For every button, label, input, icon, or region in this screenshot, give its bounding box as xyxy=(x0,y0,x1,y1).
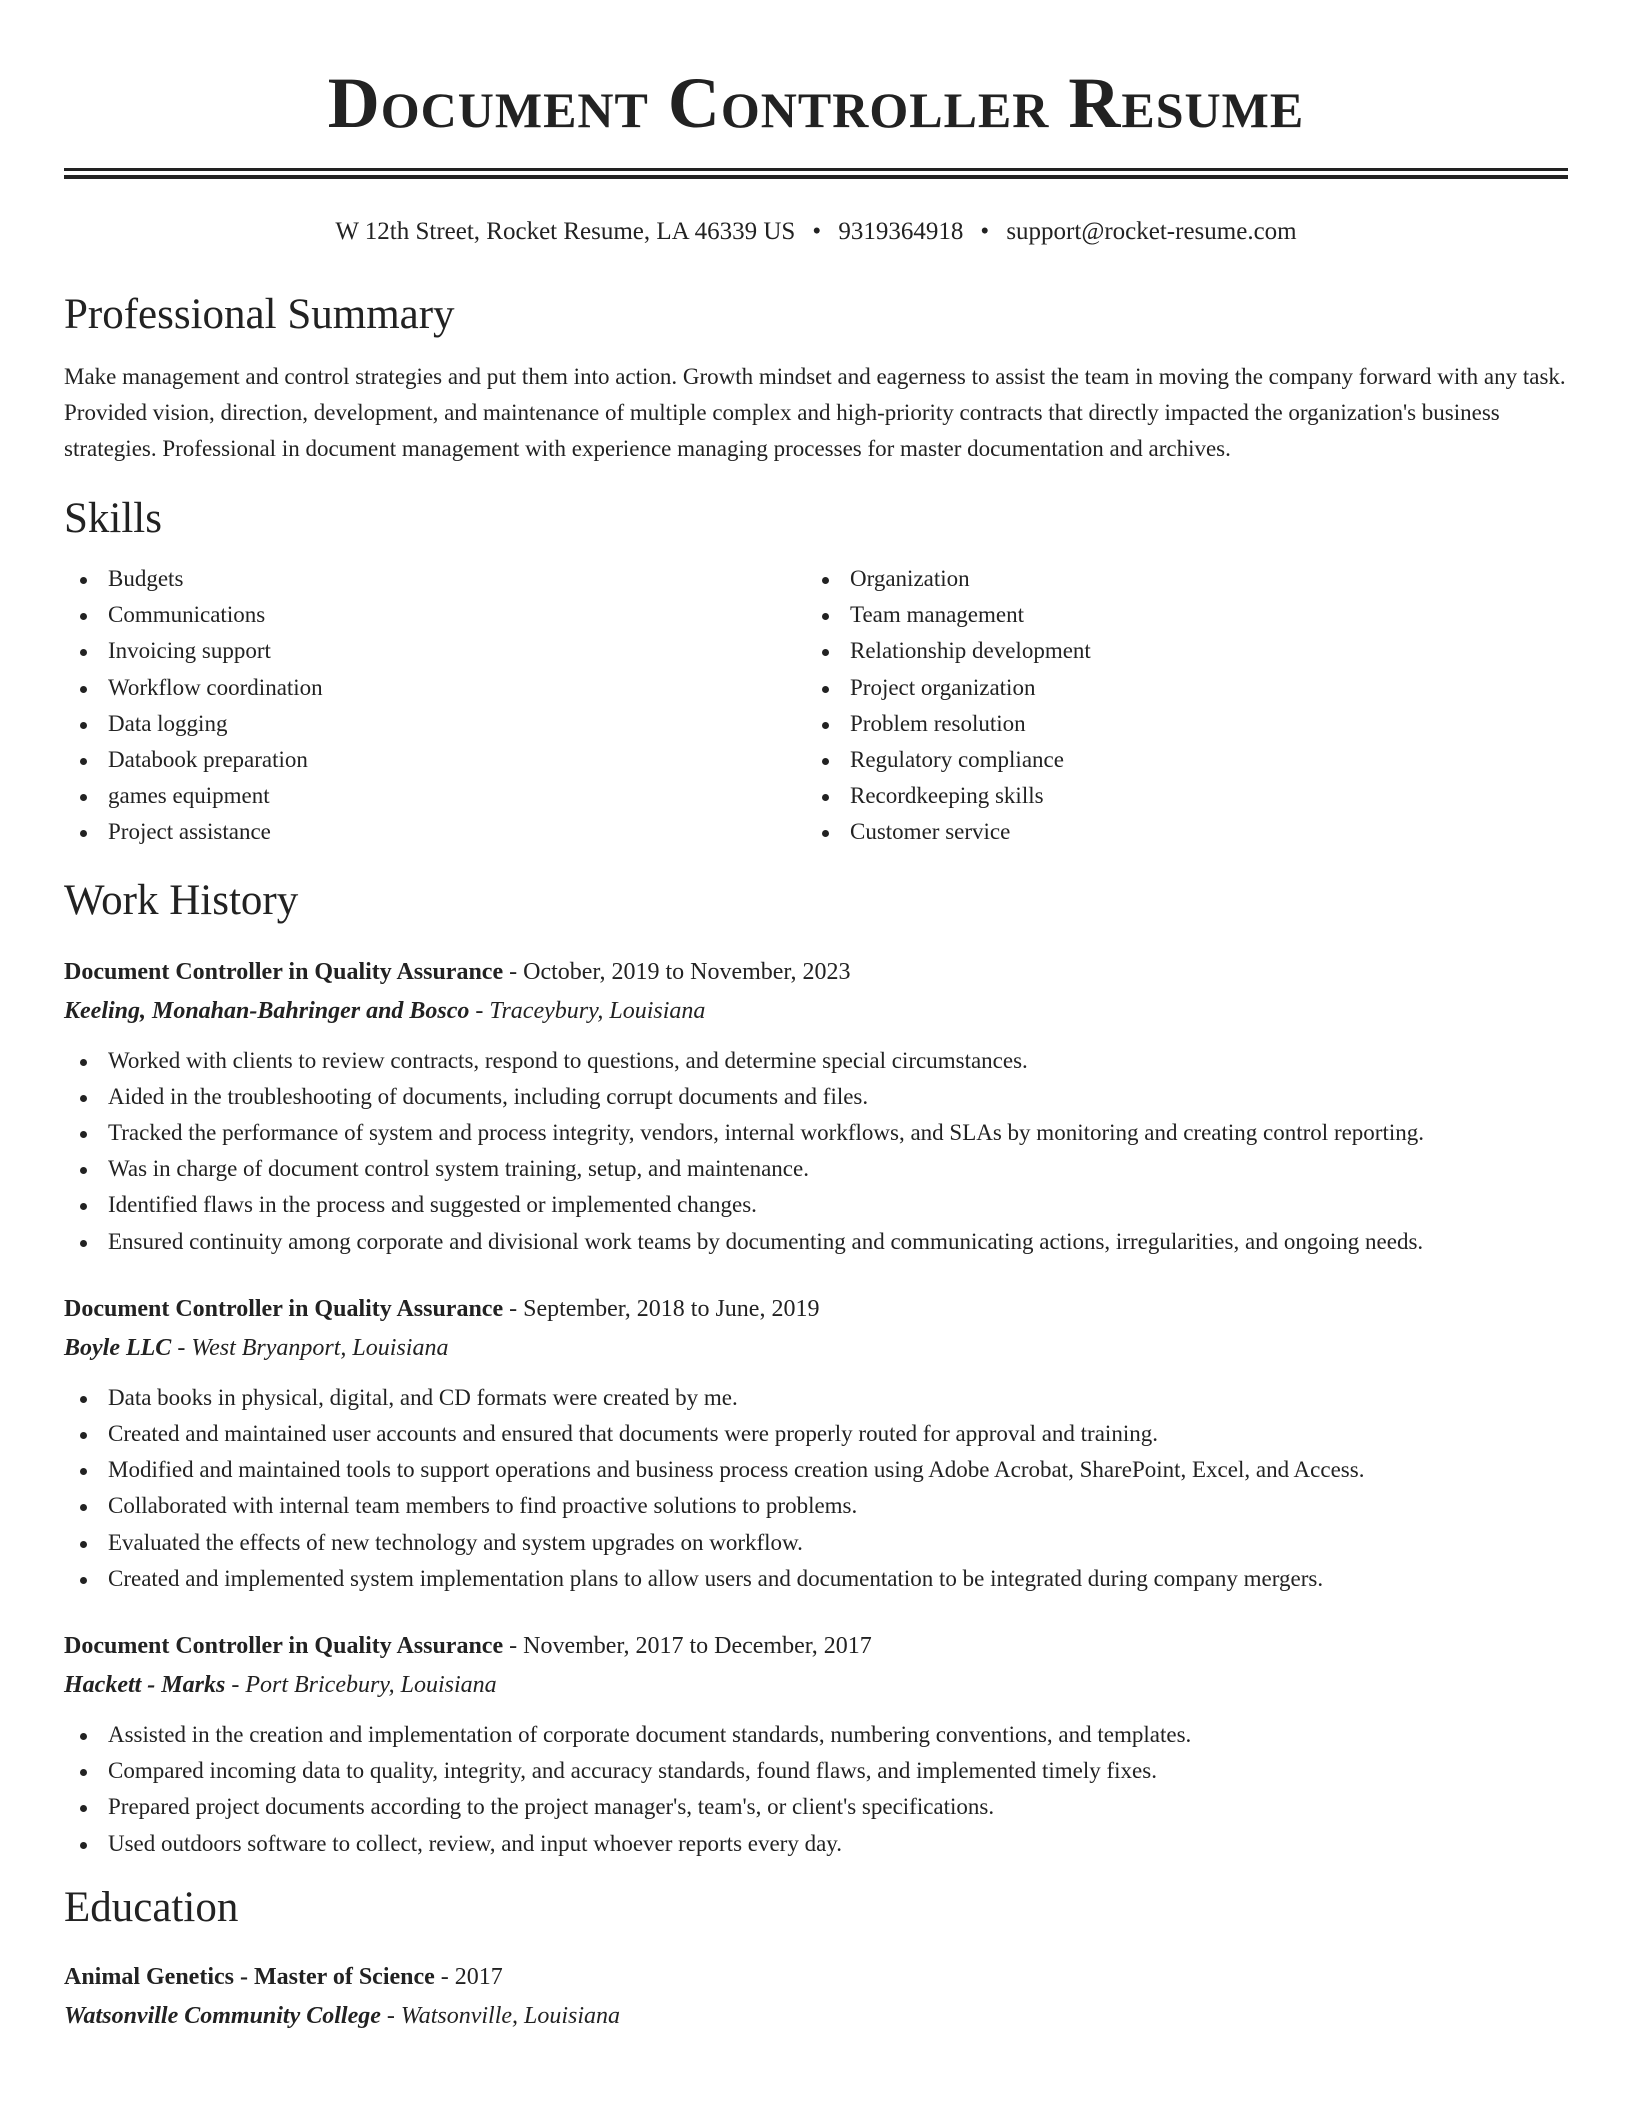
job-dates: September, 2018 to June, 2019 xyxy=(523,1295,820,1322)
skills-column-left xyxy=(64,561,806,851)
job-dates: November, 2017 to December, 2017 xyxy=(523,1633,872,1660)
contact-separator: • xyxy=(980,218,990,245)
skill-item: Customer service xyxy=(806,814,1548,850)
skill-item: Workflow coordination xyxy=(64,670,806,706)
education-entry xyxy=(64,1958,1568,2036)
skill-item: Budgets xyxy=(64,561,806,597)
job-company: Keeling, Monahan-Bahringer and Bosco xyxy=(64,997,470,1024)
job-bullet: Evaluated the effects of new technology and system upgrades on workflow. xyxy=(64,1525,1568,1561)
summary-text: Make management and control strategies and put them into action. Growth mindset and eagerness to assist the team in moving the company forward with any task. Provided vision, direction, development, and maintenance of multiple complex and high-priority contracts that directly impacted the organization's business strategies. Professional in document management with experience managing processes for master documentation and archives. xyxy=(64,364,1566,461)
job-bullet: Was in charge of document control system training, setup, and maintenance. xyxy=(64,1151,1568,1187)
job-bullets xyxy=(64,1717,1568,1862)
contact-line xyxy=(64,217,1568,247)
skill-item: Databook preparation xyxy=(64,742,806,778)
skill-item: Team management xyxy=(806,597,1548,633)
job-title-line: Document Controller in Quality Assurance - October, 2019 to November, 2023 xyxy=(64,958,851,985)
summary-heading: Professional Summary xyxy=(64,291,455,338)
job-bullet: Worked with clients to review contracts, respond to questions, and determine special circumstances. xyxy=(64,1043,1568,1079)
job-company-line: Keeling, Monahan-Bahringer and Bosco - Traceybury, Louisiana xyxy=(64,997,706,1024)
job-bullet: Collaborated with internal team members to find proactive solutions to problems. xyxy=(64,1488,1568,1524)
job-bullet: Modified and maintained tools to support operations and business process creation using Adobe Acrobat, SharePoint, Excel, and Access. xyxy=(64,1452,1568,1488)
skill-item: Project organization xyxy=(806,670,1548,706)
job-bullet: Aided in the troubleshooting of documents, including corrupt documents and files. xyxy=(64,1079,1568,1115)
job-title: Document Controller in Quality Assurance xyxy=(64,958,504,985)
education-heading: Education xyxy=(64,1883,239,1931)
skill-item: Regulatory compliance xyxy=(806,742,1548,778)
resume-title: Document Controller Resume xyxy=(327,63,1305,143)
skills-list xyxy=(64,561,1568,851)
skill-item: Project assistance xyxy=(64,814,806,850)
skill-item: Communications xyxy=(64,597,806,633)
job-bullet: Tracked the performance of system and process integrity, vendors, internal workflows, and SLAs by monitoring and creating control reporting. xyxy=(64,1115,1568,1151)
skill-item: Invoicing support xyxy=(64,633,806,669)
job-dates: October, 2019 to November, 2023 xyxy=(523,958,851,985)
contact-phone: 9319364918 xyxy=(838,218,964,245)
job-location: West Bryanport, Louisiana xyxy=(191,1334,449,1361)
job-location: Port Bricebury, Louisiana xyxy=(245,1672,497,1699)
job-company-line: Hackett - Marks - Port Bricebury, Louisiana xyxy=(64,1672,497,1699)
skills-column-right xyxy=(806,561,1548,851)
job-company-line: Boyle LLC - West Bryanport, Louisiana xyxy=(64,1334,449,1361)
job-bullet: Used outdoors software to collect, review, and input whoever reports every day. xyxy=(64,1826,1568,1862)
job-bullet: Ensured continuity among corporate and divisional work teams by documenting and communicating actions, irregularities, and ongoing needs. xyxy=(64,1224,1568,1260)
education-year: 2017 xyxy=(454,1963,503,1990)
job-location: Traceybury, Louisiana xyxy=(489,997,706,1024)
education-location: Watsonville, Louisiana xyxy=(400,2002,621,2029)
contact-email: support@rocket-resume.com xyxy=(1006,218,1297,245)
job-bullet: Created and maintained user accounts and ensured that documents were properly routed for approval and training. xyxy=(64,1416,1568,1452)
title-divider xyxy=(64,168,1568,179)
job-company: Boyle LLC xyxy=(64,1334,172,1361)
job-bullet: Prepared project documents according to the project manager's, team's, or client's specifications. xyxy=(64,1789,1568,1825)
education-degree: Animal Genetics - Master of Science xyxy=(64,1963,435,1990)
job-bullet: Assisted in the creation and implementation of corporate document standards, numbering conventions, and templates. xyxy=(64,1717,1568,1753)
job-bullet: Created and implemented system implementation plans to allow users and documentation to be integrated during company mergers. xyxy=(64,1561,1568,1597)
skill-item: Problem resolution xyxy=(806,706,1548,742)
job-bullet: Data books in physical, digital, and CD formats were created by me. xyxy=(64,1380,1568,1416)
education-school-line: Watsonville Community College - Watsonville, Louisiana xyxy=(64,2002,621,2029)
job-bullets xyxy=(64,1043,1568,1260)
education-degree-line: Animal Genetics - Master of Science - 2017 xyxy=(64,1963,503,1990)
job-title: Document Controller in Quality Assurance xyxy=(64,1633,504,1660)
contact-separator: • xyxy=(812,218,822,245)
job-title-line: Document Controller in Quality Assurance - September, 2018 to June, 2019 xyxy=(64,1295,820,1322)
job-company: Hackett - Marks xyxy=(64,1672,226,1699)
education-school: Watsonville Community College xyxy=(64,2002,381,2029)
skill-item: Organization xyxy=(806,561,1548,597)
skill-item: Recordkeeping skills xyxy=(806,778,1548,814)
job-bullet: Identified flaws in the process and suggested or implemented changes. xyxy=(64,1187,1568,1223)
job-title: Document Controller in Quality Assurance xyxy=(64,1295,504,1322)
skill-item: games equipment xyxy=(64,778,806,814)
skill-item: Relationship development xyxy=(806,633,1548,669)
job-entry xyxy=(64,1290,1568,1597)
job-entry xyxy=(64,953,1568,1260)
skills-heading: Skills xyxy=(64,495,162,542)
job-bullet: Compared incoming data to quality, integrity, and accuracy standards, found flaws, and implemented timely fixes. xyxy=(64,1753,1568,1789)
job-title-line: Document Controller in Quality Assurance - November, 2017 to December, 2017 xyxy=(64,1633,872,1660)
work-history-heading: Work History xyxy=(64,876,299,924)
job-bullets xyxy=(64,1380,1568,1597)
contact-address: W 12th Street, Rocket Resume, LA 46339 US xyxy=(335,218,796,245)
skill-item: Data logging xyxy=(64,706,806,742)
job-entry xyxy=(64,1627,1568,1862)
